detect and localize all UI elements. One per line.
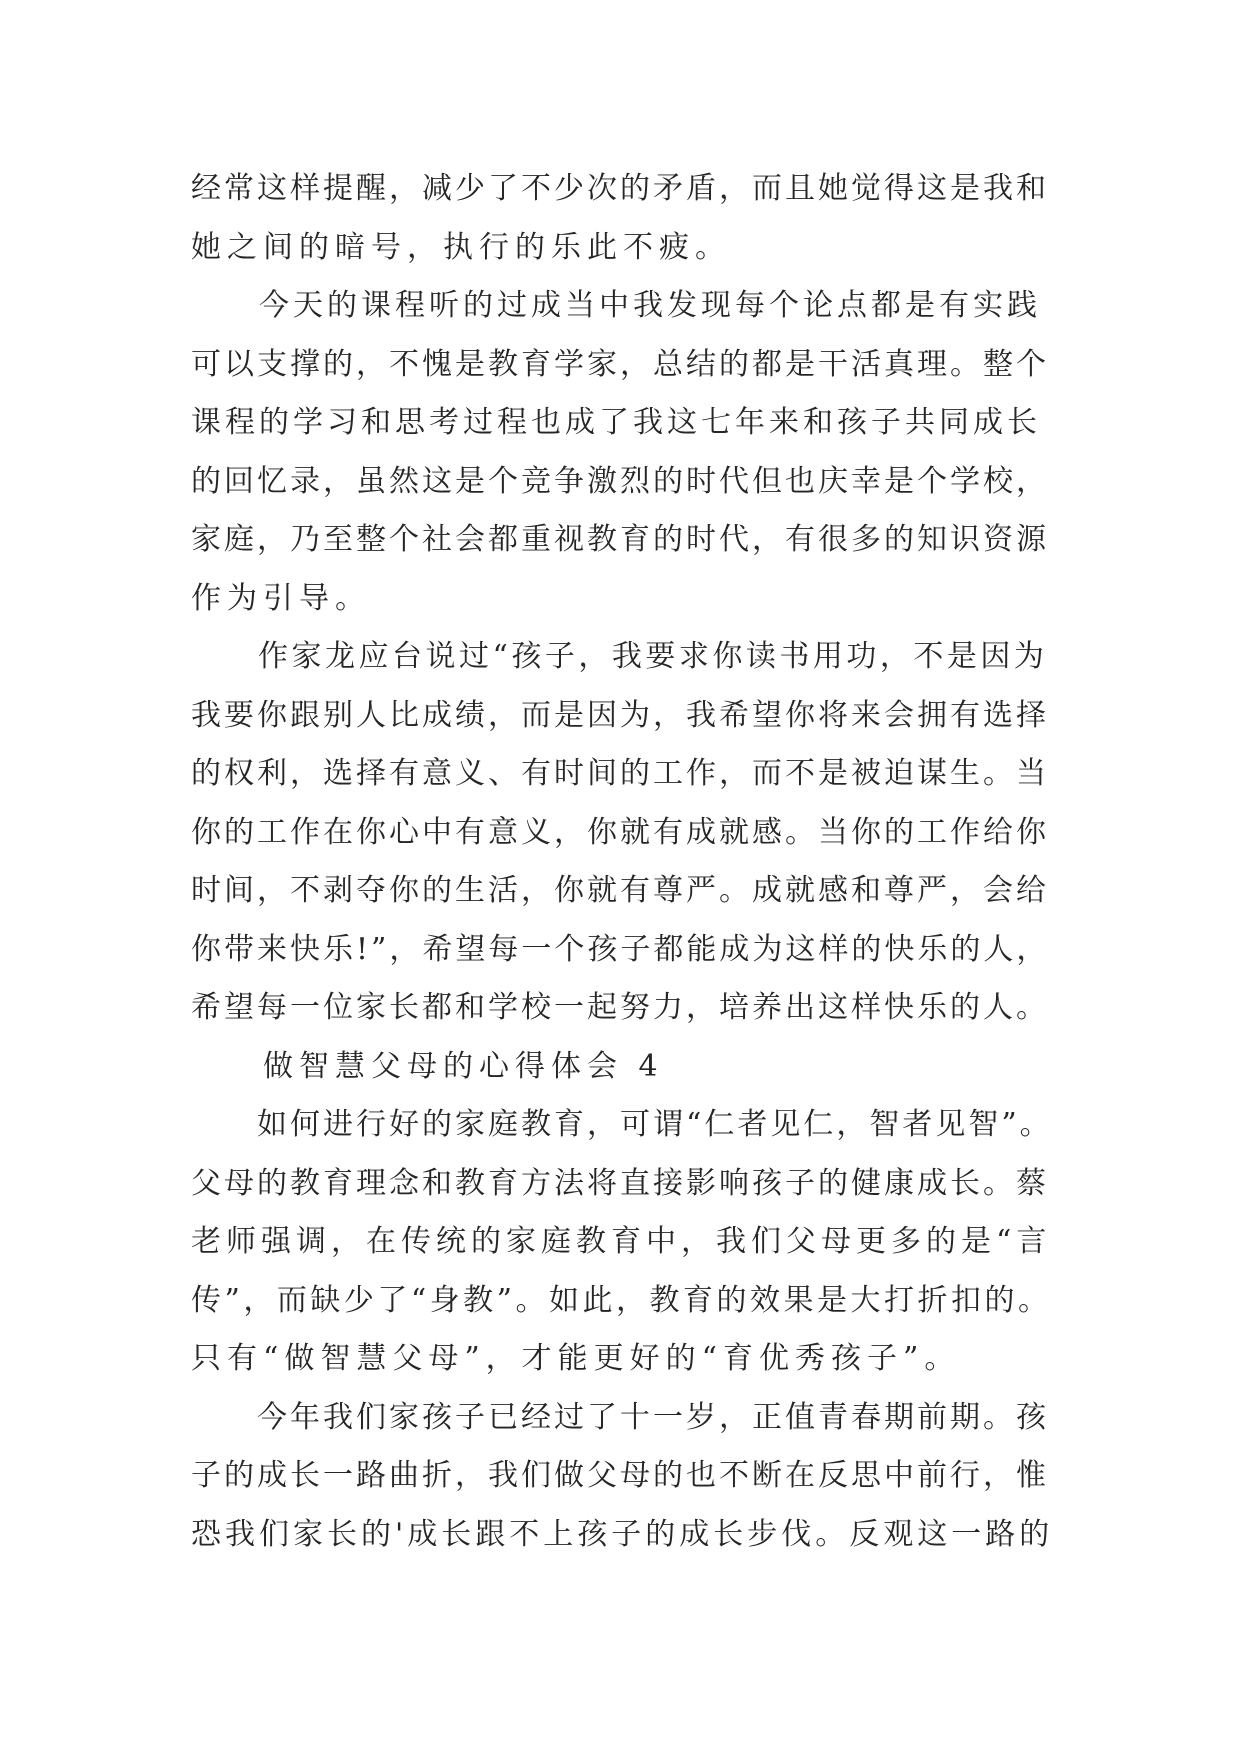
text-line: 她之间的暗号，执行的乐此不疲。 (191, 229, 731, 265)
text-line: 老师强调，在传统的家庭教育中，我们父母更多的是“言 (191, 1224, 1052, 1259)
text-line: 时间，不剥夺你的生活，你就有尊严。成就感和尊严，会给 (191, 873, 1049, 908)
text-line: 子的成长一路曲折，我们做父母的也不断在反思中前行，惟 (191, 1458, 1049, 1493)
text-line: 家庭，乃至整个社会都重视教育的时代，有很多的知识资源 (191, 522, 1049, 557)
text-line: 恐我们家长的'成长跟不上孩子的成长步伐。反观这一路的 (191, 1516, 1054, 1552)
text-line: 传”，而缺少了“身教”。如此，教育的效果是大打折扣的。 (191, 1282, 1052, 1318)
text-line: 可以支撑的，不愧是教育学家，总结的都是干活真理。整个 (191, 346, 1049, 382)
text-line: 今年我们家孩子已经过了十一岁，正值青春期前期。孩 (191, 1399, 1049, 1435)
text-line: 的权利，选择有意义、有时间的工作，而不是被迫谋生。当 (191, 756, 1049, 791)
text-line: 父母的教育理念和教育方法将直接影响孩子的健康成长。蔡 (191, 1165, 1049, 1201)
text-line: 如何进行好的家庭教育，可谓“仁者见仁，智者见智”。 (191, 1107, 1053, 1142)
text-line: 经常这样提醒，减少了不少次的矛盾，而且她觉得这是我和 (191, 171, 1049, 206)
text-line: 希望每一位家长都和学校一起努力，培养出这样快乐的人。 (191, 990, 1049, 1025)
text-line: 的回忆录，虽然这是个竞争激烈的时代但也庆幸是个学校， (191, 463, 1049, 499)
document-body (191, 160, 1054, 1564)
text-line: 课程的学习和思考过程也成了我这七年来和孩子共同成长 (191, 405, 1041, 440)
text-line: 你的工作在你心中有意义，你就有成就感。当你的工作给你 (191, 814, 1049, 850)
text-line: 只有“做智慧父母”，才能更好的“育优秀孩子”。 (191, 1341, 961, 1376)
text-line: 我要你跟别人比成绩，而是因为，我希望你将来会拥有选择 (191, 697, 1049, 733)
text-line: 作家龙应台说过“孩子，我要求你读书用功，不是因为 (191, 639, 1048, 674)
text-line: 你带来快乐!”，希望每一个孩子都能成为这样的快乐的人， (191, 931, 1050, 967)
text-line: 作为引导。 (191, 580, 371, 616)
text-line: 今天的课程听的过成当中我发现每个论点都是有实践 (191, 288, 1041, 323)
section-heading: 做智慧父母的心得体会 4 (191, 1048, 664, 1084)
